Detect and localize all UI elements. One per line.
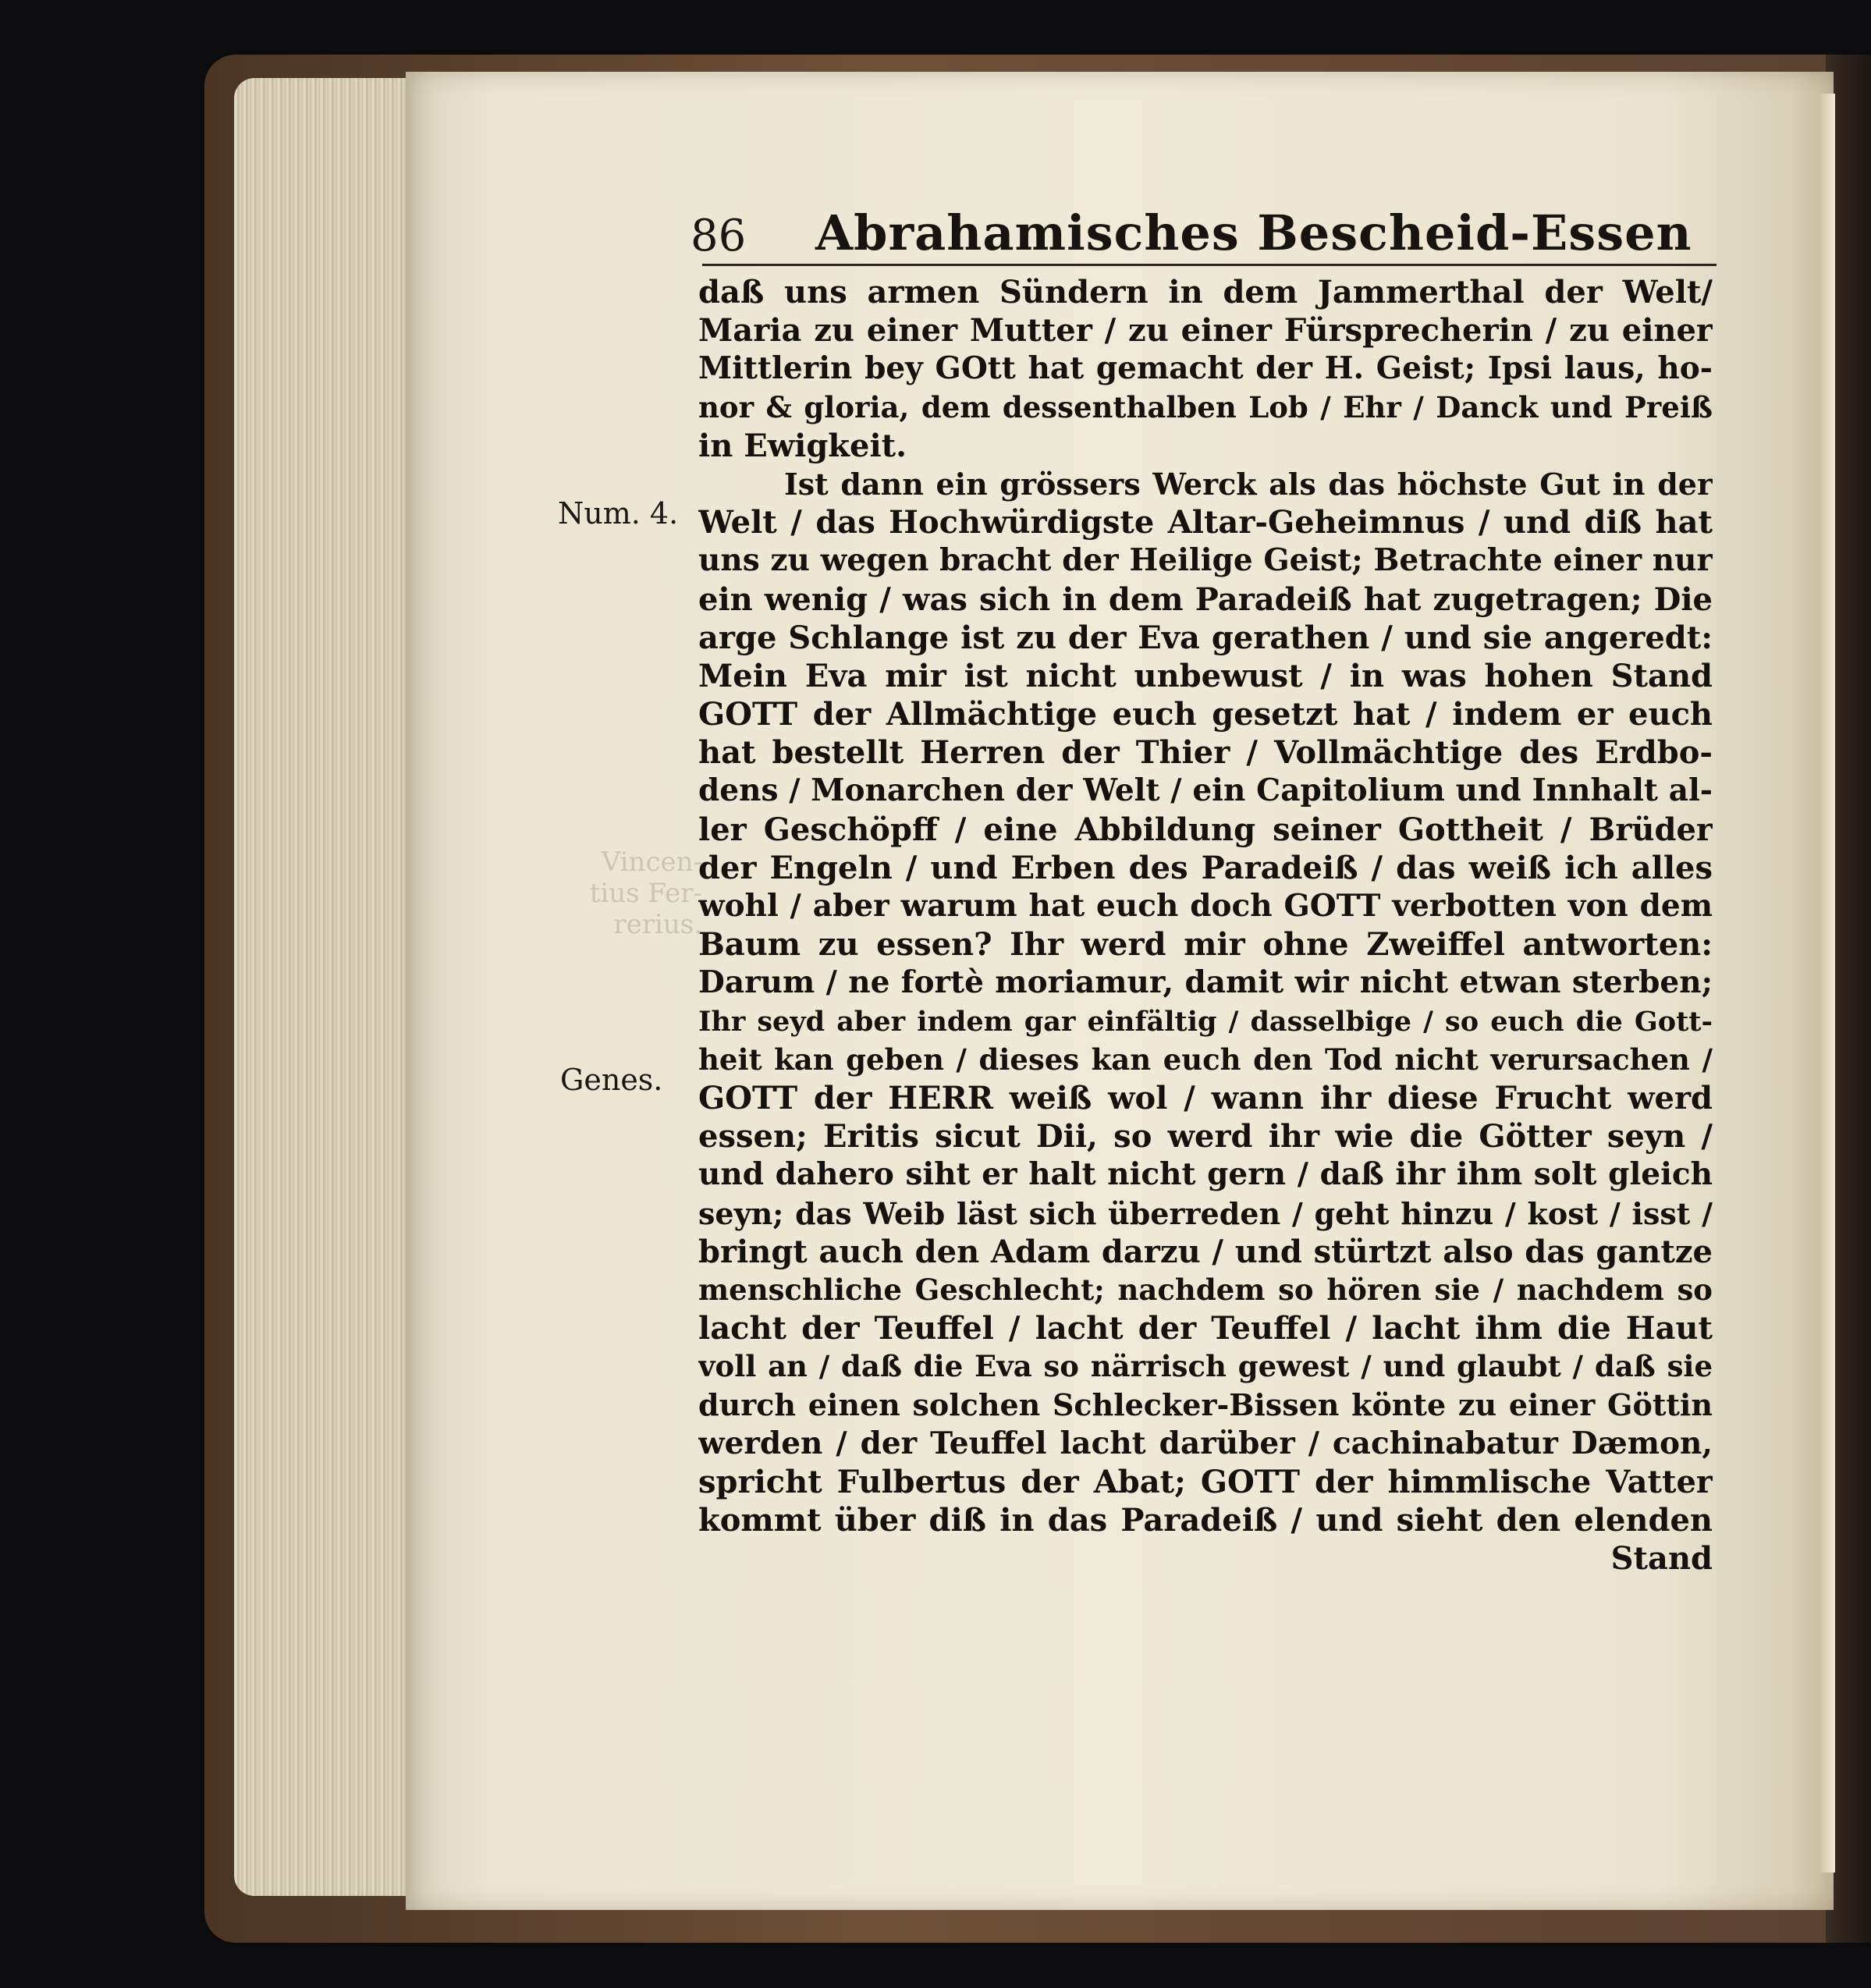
text-line: uns zu wegen bracht der Heilige Geist; Betrachte einer nur [698,542,1713,579]
text-line: seyn; das Weib läst sich überreden / geht hinzu / kost / isst / [698,1195,1713,1231]
text-line: menschliche Geschlecht; nachdem so hören sie / nachdem so [698,1272,1713,1307]
page-edges [234,78,421,1896]
text-line: bringt auch den Adam darzu / und stürtzt also das gantze [698,1233,1713,1270]
running-head: Abrahamisches Bescheid-Essen [815,204,1692,261]
text-line: Ist dann ein grössers Werck als das höchste Gut in der [784,466,1713,502]
text-line: werden / der Teuffel lacht darüber / cachinabatur Dæmon, [698,1425,1713,1461]
body-text [698,273,1713,1578]
text-line: daß uns armen Sündern in dem Jammerthal der Welt/ [698,274,1713,311]
text-line: Welt / das Hochwürdigste Altar-Geheimnus / und diß hat [698,504,1713,541]
text-line: spricht Fulbertus der Abat; GOTT der himmlische Vatter [698,1463,1713,1500]
text-line: durch einen solchen Schlecker-Bissen könte zu einer Göttin [698,1387,1713,1423]
page-header [691,199,1713,261]
text-line: dens / Monarchen der Welt / ein Capitolium und Innhalt al- [698,772,1713,809]
text-line: GOTT der HERR weiß wol / wann ihr diese Frucht werd [698,1079,1713,1116]
next-leaf-edge [1818,94,1835,1873]
text-line: der Engeln / und Erben des Paradeiß / das weiß ich alles [698,849,1713,886]
text-line: Maria zu einer Mutter / zu einer Fürsprecherin / zu einer [698,312,1713,350]
text-line: wohl / aber warum hat euch doch GOTT verbotten von dem [698,888,1713,924]
text-line: Baum zu essen? Ihr werd mir ohne Zweiffel antworten: [698,926,1713,964]
text-line: Ihr seyd aber indem gar einfältig / dasselbige / so euch die Gott- [698,1005,1713,1038]
text-line: Mein Eva mir ist nicht unbewust / in was hohen Stand [698,657,1713,694]
show-through-text: Vincen- tius Fer- rerius. [589,847,702,940]
text-line: heit kan geben / dieses kan euch den Tod nicht verursachen / [698,1042,1713,1077]
text-line: in Ewigkeit. [698,427,907,464]
text-line: ler Geschöpff / eine Abbildung seiner Gottheit / Brüder [698,811,1713,848]
text-line: ein wenig / was sich in dem Paradeiß hat zugetragen; Die [698,580,1713,618]
text-line: Darum / ne fortè moriamur, damit wir nicht etwan sterben; [698,964,1713,1001]
text-line: kommt über diß in das Paradeiß / und sieht den elenden [698,1502,1713,1539]
catchword: Stand [1610,1540,1713,1578]
header-rule [702,264,1717,266]
text-line: GOTT der Allmächtige euch gesetzt hat / indem er euch [698,696,1713,733]
text-line: arge Schlange ist zu der Eva gerathen / und sie angeredt: [698,619,1713,656]
text-line: Mittlerin bey GOtt hat gemacht der H. Geist; Ipsi laus, ho- [698,350,1713,387]
text-line: voll an / daß die Eva so närrisch gewest / und glaubt / daß sie [698,1349,1713,1384]
margin-note-genes: Genes. [560,1063,663,1097]
text-line: lacht der Teuffel / lacht der Teuffel / lacht ihm die Haut [698,1310,1713,1347]
margin-note-num4: Num. 4. [558,496,679,531]
text-line: nor & gloria, dem dessenthalben Lob / Ehr / Danck und Preiß [698,389,1713,424]
text-line: und dahero siht er halt nicht gern / daß ihr ihm solt gleich [698,1156,1713,1193]
page-number: 86 [691,211,747,261]
text-line: essen; Eritis sicut Dii, so werd ihr wie die Götter seyn / [698,1118,1713,1156]
text-line: hat bestellt Herren der Thier / Vollmächtige des Erdbo- [698,734,1713,772]
